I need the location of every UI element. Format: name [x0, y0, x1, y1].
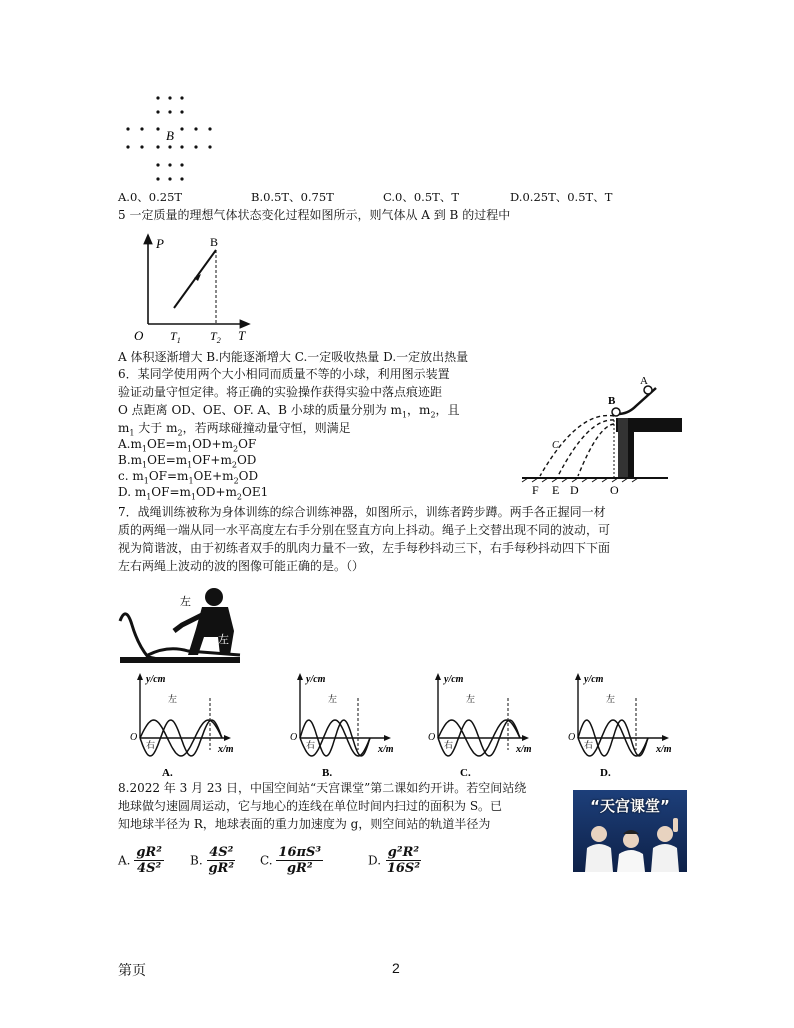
battle-rope-figure: [118, 585, 242, 665]
q8-option-a[interactable]: A. $\frac{\text{gR²}}{\text{4S²}}$: [118, 845, 162, 876]
x-axis-label: x/m: [516, 744, 532, 755]
t-axis-label: T: [238, 328, 246, 343]
ground-shadow: [120, 657, 240, 663]
y-axis-label: y/cm: [146, 674, 166, 685]
q8-line-2: 地球做匀速圆周运动，它与地心的连线在单位时间内扫过的面积为 S。已: [118, 799, 503, 813]
x-axis-arrow-icon: [522, 735, 529, 741]
origin-label: O: [130, 732, 138, 743]
q7-line-4: 左右两绳上波动的波的图像可能正确的是。（）: [118, 559, 365, 573]
q8-option-c[interactable]: C. $\frac{\text{16πS³}}{\text{gR²}}$: [260, 845, 322, 876]
p-axis-label: P: [156, 236, 164, 251]
x-axis-label: x/m: [656, 744, 672, 755]
wave-graph-c[interactable]: [426, 668, 544, 780]
label-o: O: [610, 483, 619, 497]
wave-graph-b[interactable]: [288, 668, 406, 780]
y-axis-arrow-icon: [435, 673, 441, 680]
wave-graph-d[interactable]: [566, 668, 684, 780]
q6-option-b[interactable]: $B.m_1OE=m_1OF+m_2OD$: [118, 453, 257, 470]
wave-label-right: 右: [146, 740, 156, 750]
option-label: C.: [460, 767, 471, 779]
banner-text: “天宫课堂”: [590, 797, 670, 815]
footer-label: 第页: [118, 962, 146, 978]
t1-label: $T_1$: [170, 329, 181, 345]
q4-option-c[interactable]: C.0、0.5T、T: [383, 190, 459, 204]
person-head-icon: [205, 588, 223, 606]
wave-label-left: 左: [168, 694, 178, 704]
option-label: D.: [600, 767, 611, 779]
q6-line-1: 6．某同学使用两个大小相同而质量不等的小球，利用图示装置: [118, 367, 450, 381]
wave-label-left: 左: [328, 694, 338, 704]
origin-label: O: [290, 732, 298, 743]
wave-label-left: 左: [606, 694, 616, 704]
x-axis-label: x/m: [378, 744, 394, 755]
y-axis-arrow-icon: [137, 673, 143, 680]
origin-label: O: [428, 732, 436, 743]
photo-label-right: 左: [218, 634, 229, 646]
q8-line-1: 8.2022 年 3 月 23 日，中国空间站“天宫课堂”第二课如约开讲。若空间站绕: [118, 781, 527, 795]
x-axis-arrow-icon: [224, 735, 231, 741]
q6-line-3: O 点距离 OD、OE、OF. A、B 小球的质量分别为 $m_1$，$m_2$，且: [118, 403, 460, 420]
q7-line-2: 质的两绳一端从同一水平高度左右手分别在竖直方向上抖动。绳子上交替出现不同的波动，可: [118, 523, 611, 537]
t2-label: $T_2$: [210, 329, 221, 345]
x-axis-label: x/m: [218, 744, 234, 755]
magnetic-field-figure: [118, 92, 218, 184]
label-f: F: [532, 483, 539, 497]
label-d: D: [570, 483, 579, 497]
q6-option-a[interactable]: $A.m_1OE=m_1OD+m_2OF$: [118, 437, 257, 454]
q8-option-b[interactable]: B. $\frac{\text{4S²}}{\text{gR²}}$: [190, 845, 235, 876]
y-axis-label: y/cm: [306, 674, 326, 685]
wave-graphs: [128, 668, 688, 780]
q6-option-d[interactable]: D. $m_1OF=m_1OD+m_2OE1$: [118, 485, 269, 502]
q6-option-c[interactable]: c. $m_1OF=m_1OE+m_2OD$: [118, 469, 259, 486]
wave-label-right: 右: [444, 740, 454, 750]
q6-apparatus-figure: [518, 370, 688, 498]
y-axis-label: y/cm: [584, 674, 604, 685]
q5-options[interactable]: A 体积逐渐增大 B.内能逐渐增大 C.一定吸收热量 D.一定放出热量: [118, 350, 469, 364]
process-line: [174, 250, 216, 308]
q4-option-b[interactable]: B.0.5T、0.75T: [251, 190, 334, 204]
label-c: C: [552, 440, 559, 451]
ball-b: [612, 408, 620, 416]
page-number: 2: [392, 960, 400, 976]
option-label: A.: [162, 767, 173, 779]
option-label: B.: [322, 767, 333, 779]
origin-label: O: [134, 328, 144, 343]
wave-label-left: 左: [466, 694, 476, 704]
q4-option-d[interactable]: D.0.25T、0.5T、T: [510, 190, 613, 204]
y-axis-label: y/cm: [444, 674, 464, 685]
trajectory-d: [578, 424, 614, 476]
label-b: B: [608, 395, 616, 407]
origin-label: O: [568, 732, 576, 743]
q4-option-a[interactable]: A.0、0.25T: [118, 190, 183, 204]
y-axis-arrow-icon: [575, 673, 581, 680]
astronaut-center-icon: [617, 830, 645, 872]
q5-pt-graph: [128, 228, 258, 346]
label-a: A: [640, 375, 648, 387]
y-axis-arrow-icon: [297, 673, 303, 680]
q5-stem: 5 一定质量的理想气体状态变化过程如图所示，则气体从 A 到 B 的过程中: [118, 208, 511, 222]
q7-line-1: 7．战绳训练被称为身体训练的综合训练神器，如图所示，训练者跨步蹲。两手各正握同一材: [118, 505, 606, 519]
label-e: E: [552, 483, 560, 497]
x-axis-arrow-icon: [384, 735, 391, 741]
wave-label-right: 右: [306, 740, 316, 750]
q7-line-3: 视为简谐波，由于初练者双手的肌肉力量不一致，左手每秒抖动三下，右手每秒抖动四下下面: [118, 541, 611, 555]
wave-graph-a[interactable]: [128, 668, 246, 780]
q6-line-2: 验证动量守恒定律。将正确的实验操作获得实验中落点痕迹距: [118, 385, 443, 399]
field-label: B: [166, 128, 174, 143]
q8-option-d[interactable]: D. $\frac{\text{g²R²}}{\text{16S²}}$: [368, 845, 421, 876]
table-support: [618, 418, 628, 478]
photo-label-left: 左: [180, 596, 191, 608]
x-axis-arrow-icon: [662, 735, 669, 741]
point-b-label: B: [210, 235, 219, 249]
ball-a: [644, 386, 652, 394]
astronaut-left-icon: [585, 826, 613, 872]
astronaut-right-icon: [651, 818, 679, 872]
wave-label-right: 右: [584, 740, 594, 750]
q6-line-4: $m_1$ 大于 $m_2$，若两球碰撞动量守恒，则满足: [118, 421, 351, 438]
q8-line-3: 知地球半径为 R，地球表面的重力加速度为 g，则空间站的轨道半径为: [118, 817, 491, 831]
tiangong-classroom-image: [573, 790, 687, 872]
